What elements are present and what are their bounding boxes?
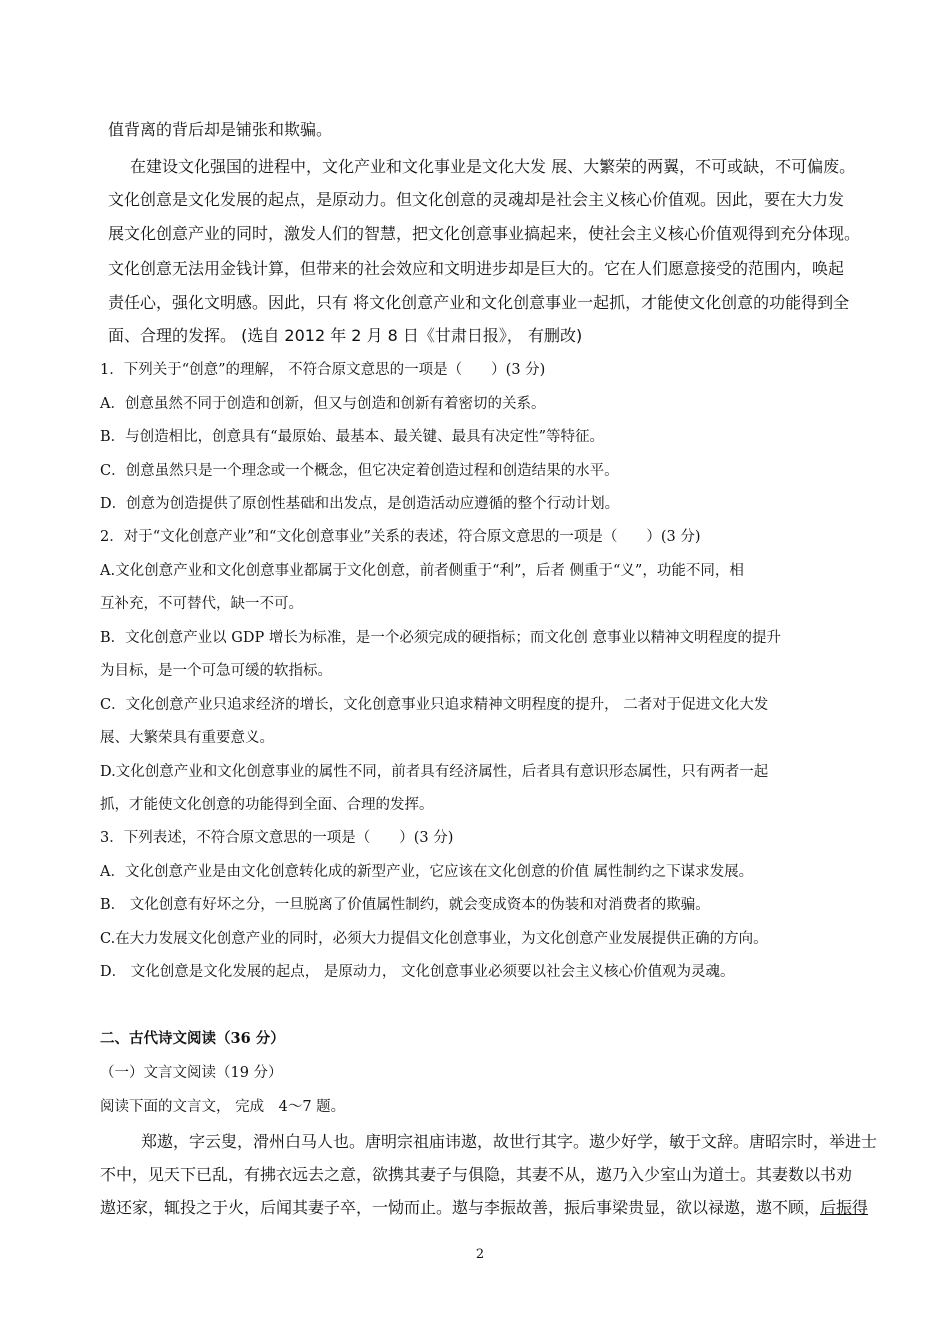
question-3-option-c: C.在大力发展文化创意产业的同时，必须大力提倡文化创意事业，为文化创意产业发展提供正确的方向。 [100,931,768,947]
question-2-option-c: C．文化创意产业只追求经济的增长，文化创意事业只追求精神文明程度的提升， 二者对于促进文化大发 [100,697,769,713]
question-3-option-d: D． 文化创意是文化发展的起点， 是原动力， 文化创意事业必须要以社会主义核心价值观为灵魂。 [100,964,735,980]
passage-line: 文化创意无法用金钱计算，但带来的社会效应和文明进步却是巨大的。它在人们愿意接受的范围内，唤起 [108,259,845,278]
classical-text-span: 遨还家，辄投之于火，后闻其妻子卒，一恸而止。遨与李振故善，振后事梁贵显，欲以禄遨，遨不顾， [100,1198,821,1217]
question-3-option-a: A．文化创意产业是由文化创意转化成的新型产业，它应该在文化创意的价值 属性制约之下谋求发展。 [100,864,754,880]
question-3-stem: 3．下列表述，不符合原文意思的一项是（ ）(3 分) [100,830,454,846]
passage-line: 在建设文化强国的进程中，文化产业和文化事业是文化大发 展、大繁荣的两翼，不可或缺，不可偏废。 [130,157,856,176]
classical-text-line: 不中，见天下已乱，有拂衣远去之意，欲携其妻子与俱隐，其妻不从，遨乃入少室山为道士。其妻数以书劝 [100,1165,853,1184]
question-2-stem: 2．对于“文化创意产业”和“文化创意事业”关系的表述，符合原文意思的一项是（ ）(3 分) [100,529,701,545]
passage-line: 责任心，强化文明感。因此，只有 将文化创意产业和文化创意事业一起抓，才能使文化创意的功能得到全 [108,293,850,312]
question-2-option-b: B．文化创意产业以 GDP 增长为标准，是一个必须完成的硬指标；而文化创 意事业以精神文明程度的提升 [100,630,781,646]
section-heading: 二、古代诗文阅读（36 分） [100,1030,285,1047]
question-3-option-b: B． 文化创意有好坏之分，一旦脱离了价值属性制约，就会变成资本的伪装和对消费者的欺骗。 [100,897,710,913]
classical-text-line [100,1197,868,1219]
question-2-option-a-cont: 互补充，不可替代，缺一不可。 [100,596,303,612]
section-instruction: 阅读下面的文言文， 完成 4～7 题。 [100,1099,346,1115]
section-subheading: （一）文言文阅读（19 分） [100,1065,283,1081]
question-1-option-d: D．创意为创造提供了原创性基础和出发点，是创造活动应遵循的整个行动计划。 [100,496,620,512]
classical-text-line: 郑遨，字云叟，滑州白马人也。唐明宗祖庙讳遨，故世行其字。遨少好学，敏于文辞。唐昭宗时，举进士 [141,1132,878,1151]
question-2-option-c-cont: 展、大繁荣具有重要意义。 [100,730,274,746]
question-2-option-a: A.文化创意产业和文化创意事业都属于文化创意，前者侧重于“利”，后者 侧重于“义”，功能不同，相 [100,563,744,579]
passage-line: 展文化创意产业的同时，激发人们的智慧，把文化创意事业搞起来，使社会主义核心价值观得到充分体现。 [108,224,861,243]
passage-line: 文化创意是文化发展的起点，是原动力。但文化创意的灵魂却是社会主义核心价值观。因此，要在大力发 [108,190,845,209]
question-1-stem: 1．下列关于“创意”的理解， 不符合原文意思的一项是（ ）(3 分) [100,362,546,378]
question-1-option-c: C．创意虽然只是一个理念或一个概念，但它决定着创造过程和创造结果的水平。 [100,463,619,479]
question-1-option-b: B．与创造相比，创意具有“最原始、最基本、最关键、最具有决定性”等特征。 [100,429,604,445]
underlined-text: 后振得 [820,1198,869,1217]
question-2-option-b-cont: 为目标，是一个可急可缓的软指标。 [100,663,332,679]
passage-line: 值背离的背后却是铺张和欺骗。 [108,120,333,139]
question-2-option-d-cont: 抓，才能使文化创意的功能得到全面、合理的发挥。 [100,797,434,813]
passage-source-line: 面、合理的发挥。 (选自 2012 年 2 月 8 日《甘肃日报》， 有删改) [108,326,583,345]
page-number: 2 [475,1247,485,1262]
question-2-option-d: D.文化创意产业和文化创意事业的属性不同，前者具有经济属性，后者具有意识形态属性，只有两者一起 [100,764,769,780]
question-1-option-a: A．创意虽然不同于创造和创新，但又与创造和创新有着密切的关系。 [100,396,546,412]
